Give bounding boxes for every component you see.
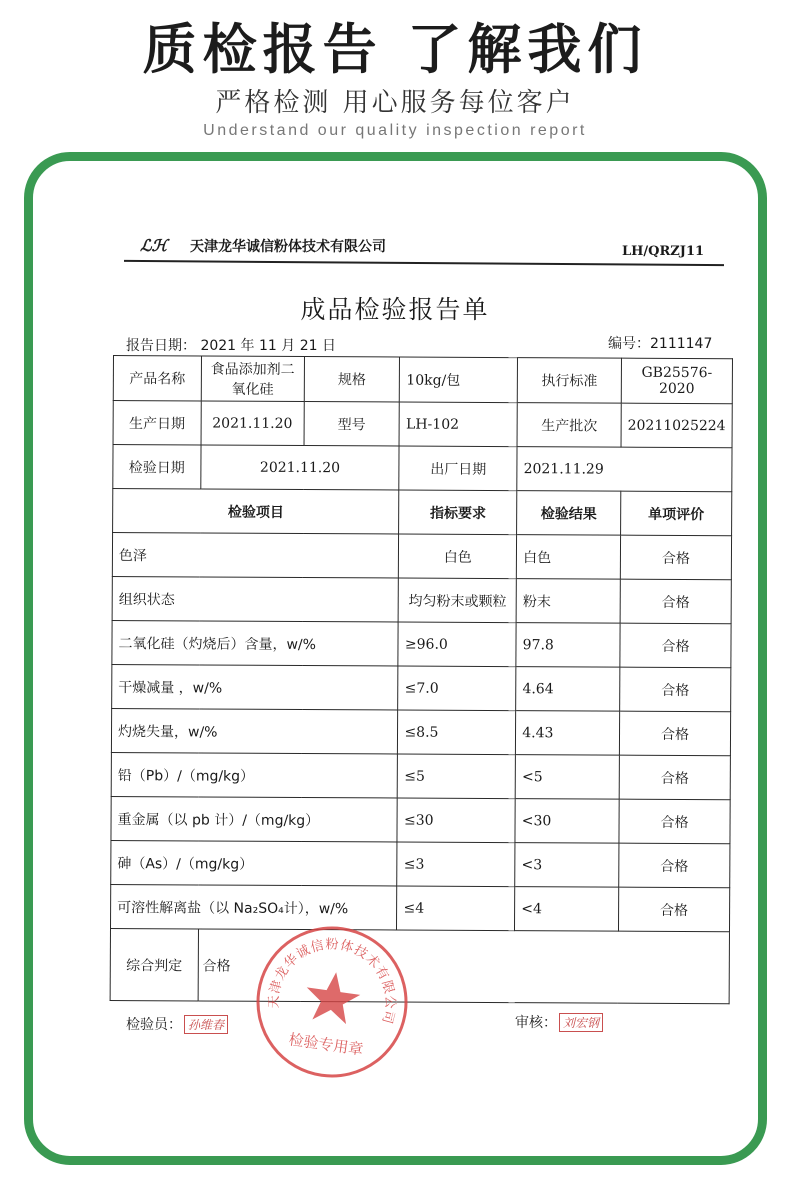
table-row (110, 884, 729, 931)
row-result: <3 (515, 843, 619, 888)
row-requirement: 白色 (399, 534, 517, 579)
batch-label: 生产批次 (517, 403, 621, 448)
company-logo: ℒℋ (140, 236, 168, 255)
info-row (113, 401, 732, 448)
row-item: 干燥减量 ，w/% (112, 664, 399, 709)
row-requirement: ≤8.5 (398, 710, 516, 755)
banner-title: 质检报告 了解我们 (142, 18, 648, 81)
product-name-value: 食品添加剂二氧化硅 (201, 356, 304, 402)
standard-label: 执行标准 (517, 358, 621, 404)
row-result: 4.64 (516, 667, 620, 712)
row-evaluation: 合格 (618, 887, 729, 932)
row-evaluation: 合格 (619, 755, 730, 800)
row-evaluation: 合格 (619, 843, 730, 888)
ship-date-value: 2021.11.29 (517, 447, 732, 492)
inspector-label: 检验员： (126, 1017, 182, 1033)
row-item: 铅（Pb）/（mg/kg） (111, 752, 398, 797)
row-evaluation: 合格 (620, 623, 731, 668)
report-date: 报告日期： 2021 年 11 月 21 日 (126, 338, 336, 354)
row-result: <4 (515, 887, 619, 932)
row-requirement: ≤4 (397, 886, 515, 931)
row-item: 二氧化硅（灼烧后）含量，w/% (112, 620, 399, 665)
header-item: 检验项目 (113, 489, 400, 534)
row-requirement: ≤3 (397, 842, 515, 887)
info-row (113, 445, 732, 492)
company-name: 天津龙华诚信粉体技术有限公司 (190, 239, 386, 255)
reviewer-line (515, 1012, 603, 1032)
prod-date-value: 2021.11.20 (201, 401, 304, 446)
table-header-row (113, 489, 732, 536)
banner-english: Understand our quality inspection report (203, 122, 587, 139)
batch-value: 20211025224 (621, 403, 732, 448)
spec-value: 10kg/包 (400, 357, 518, 403)
model-label: 型号 (304, 402, 400, 447)
ship-date-label: 出厂日期 (399, 446, 517, 491)
row-evaluation: 合格 (619, 711, 730, 756)
table-row (112, 533, 731, 580)
reviewer-label: 审核： (515, 1015, 557, 1031)
reviewer-signature: 刘宏钢 (559, 1013, 603, 1032)
row-item: 色泽 (112, 533, 399, 578)
header-requirement: 指标要求 (399, 490, 517, 535)
document-title: 成品检验报告单 (300, 295, 490, 324)
table-row (112, 576, 731, 623)
inspect-date-value: 2021.11.20 (201, 445, 400, 490)
seal-star-icon (302, 969, 362, 1026)
prod-date-label: 生产日期 (113, 401, 201, 445)
row-result: 97.8 (516, 623, 620, 668)
row-requirement: ≤7.0 (398, 666, 516, 711)
conclusion-value: 合格 (198, 929, 730, 1004)
seal-ring-text: 天津龙华诚信粉体技术有限公司 (266, 937, 397, 1027)
table-row (111, 752, 730, 799)
row-result: <30 (515, 799, 619, 844)
product-name-label: 产品名称 (113, 356, 201, 401)
spec-label: 规格 (304, 357, 400, 403)
table-row (112, 620, 731, 667)
inspect-date-label: 检验日期 (113, 445, 201, 489)
row-requirement: ≤30 (397, 798, 515, 843)
banner-subtitle: 严格检测 用心服务每位客户 (215, 88, 575, 118)
row-result: 4.43 (516, 711, 620, 756)
row-result: <5 (515, 755, 619, 800)
row-item: 灼烧失量，w/% (111, 708, 398, 753)
inspection-table (110, 355, 733, 1004)
row-requirement: 均匀粉末或颗粒 (399, 578, 517, 623)
row-item: 砷（As）/（mg/kg） (111, 840, 398, 885)
row-result: 粉末 (516, 579, 620, 624)
conclusion-label: 综合判定 (110, 928, 198, 1000)
header-result: 检验结果 (517, 491, 621, 536)
row-evaluation: 合格 (620, 579, 731, 624)
row-item: 可溶性解离盐（以 Na₂SO₄计），w/% (110, 884, 397, 929)
row-evaluation: 合格 (620, 535, 731, 580)
inspector-signature: 孙维春 (184, 1015, 228, 1034)
document-code: LH/QRZJ11 (622, 244, 705, 259)
inspection-seal (242, 912, 423, 1093)
row-requirement: ≥96.0 (398, 622, 516, 667)
row-requirement: ≤5 (398, 754, 516, 799)
inspector-line (126, 1014, 228, 1034)
row-item: 重金属（以 pb 计）/（mg/kg） (111, 796, 398, 841)
header-evaluation: 单项评价 (621, 491, 732, 536)
row-evaluation: 合格 (619, 799, 730, 844)
model-value: LH-102 (399, 402, 517, 447)
table-row (112, 664, 731, 711)
table-row (111, 796, 730, 843)
table-row (111, 840, 730, 887)
report-number: 编号：2111147 (608, 336, 713, 352)
standard-value: GB25576-2020 (621, 358, 732, 404)
table-row (111, 708, 730, 755)
row-result: 白色 (517, 535, 621, 580)
row-item: 组织状态 (112, 576, 399, 621)
row-evaluation: 合格 (620, 667, 731, 712)
seal-bottom-text: 检验专用章 (287, 1030, 365, 1059)
info-row (113, 356, 732, 404)
